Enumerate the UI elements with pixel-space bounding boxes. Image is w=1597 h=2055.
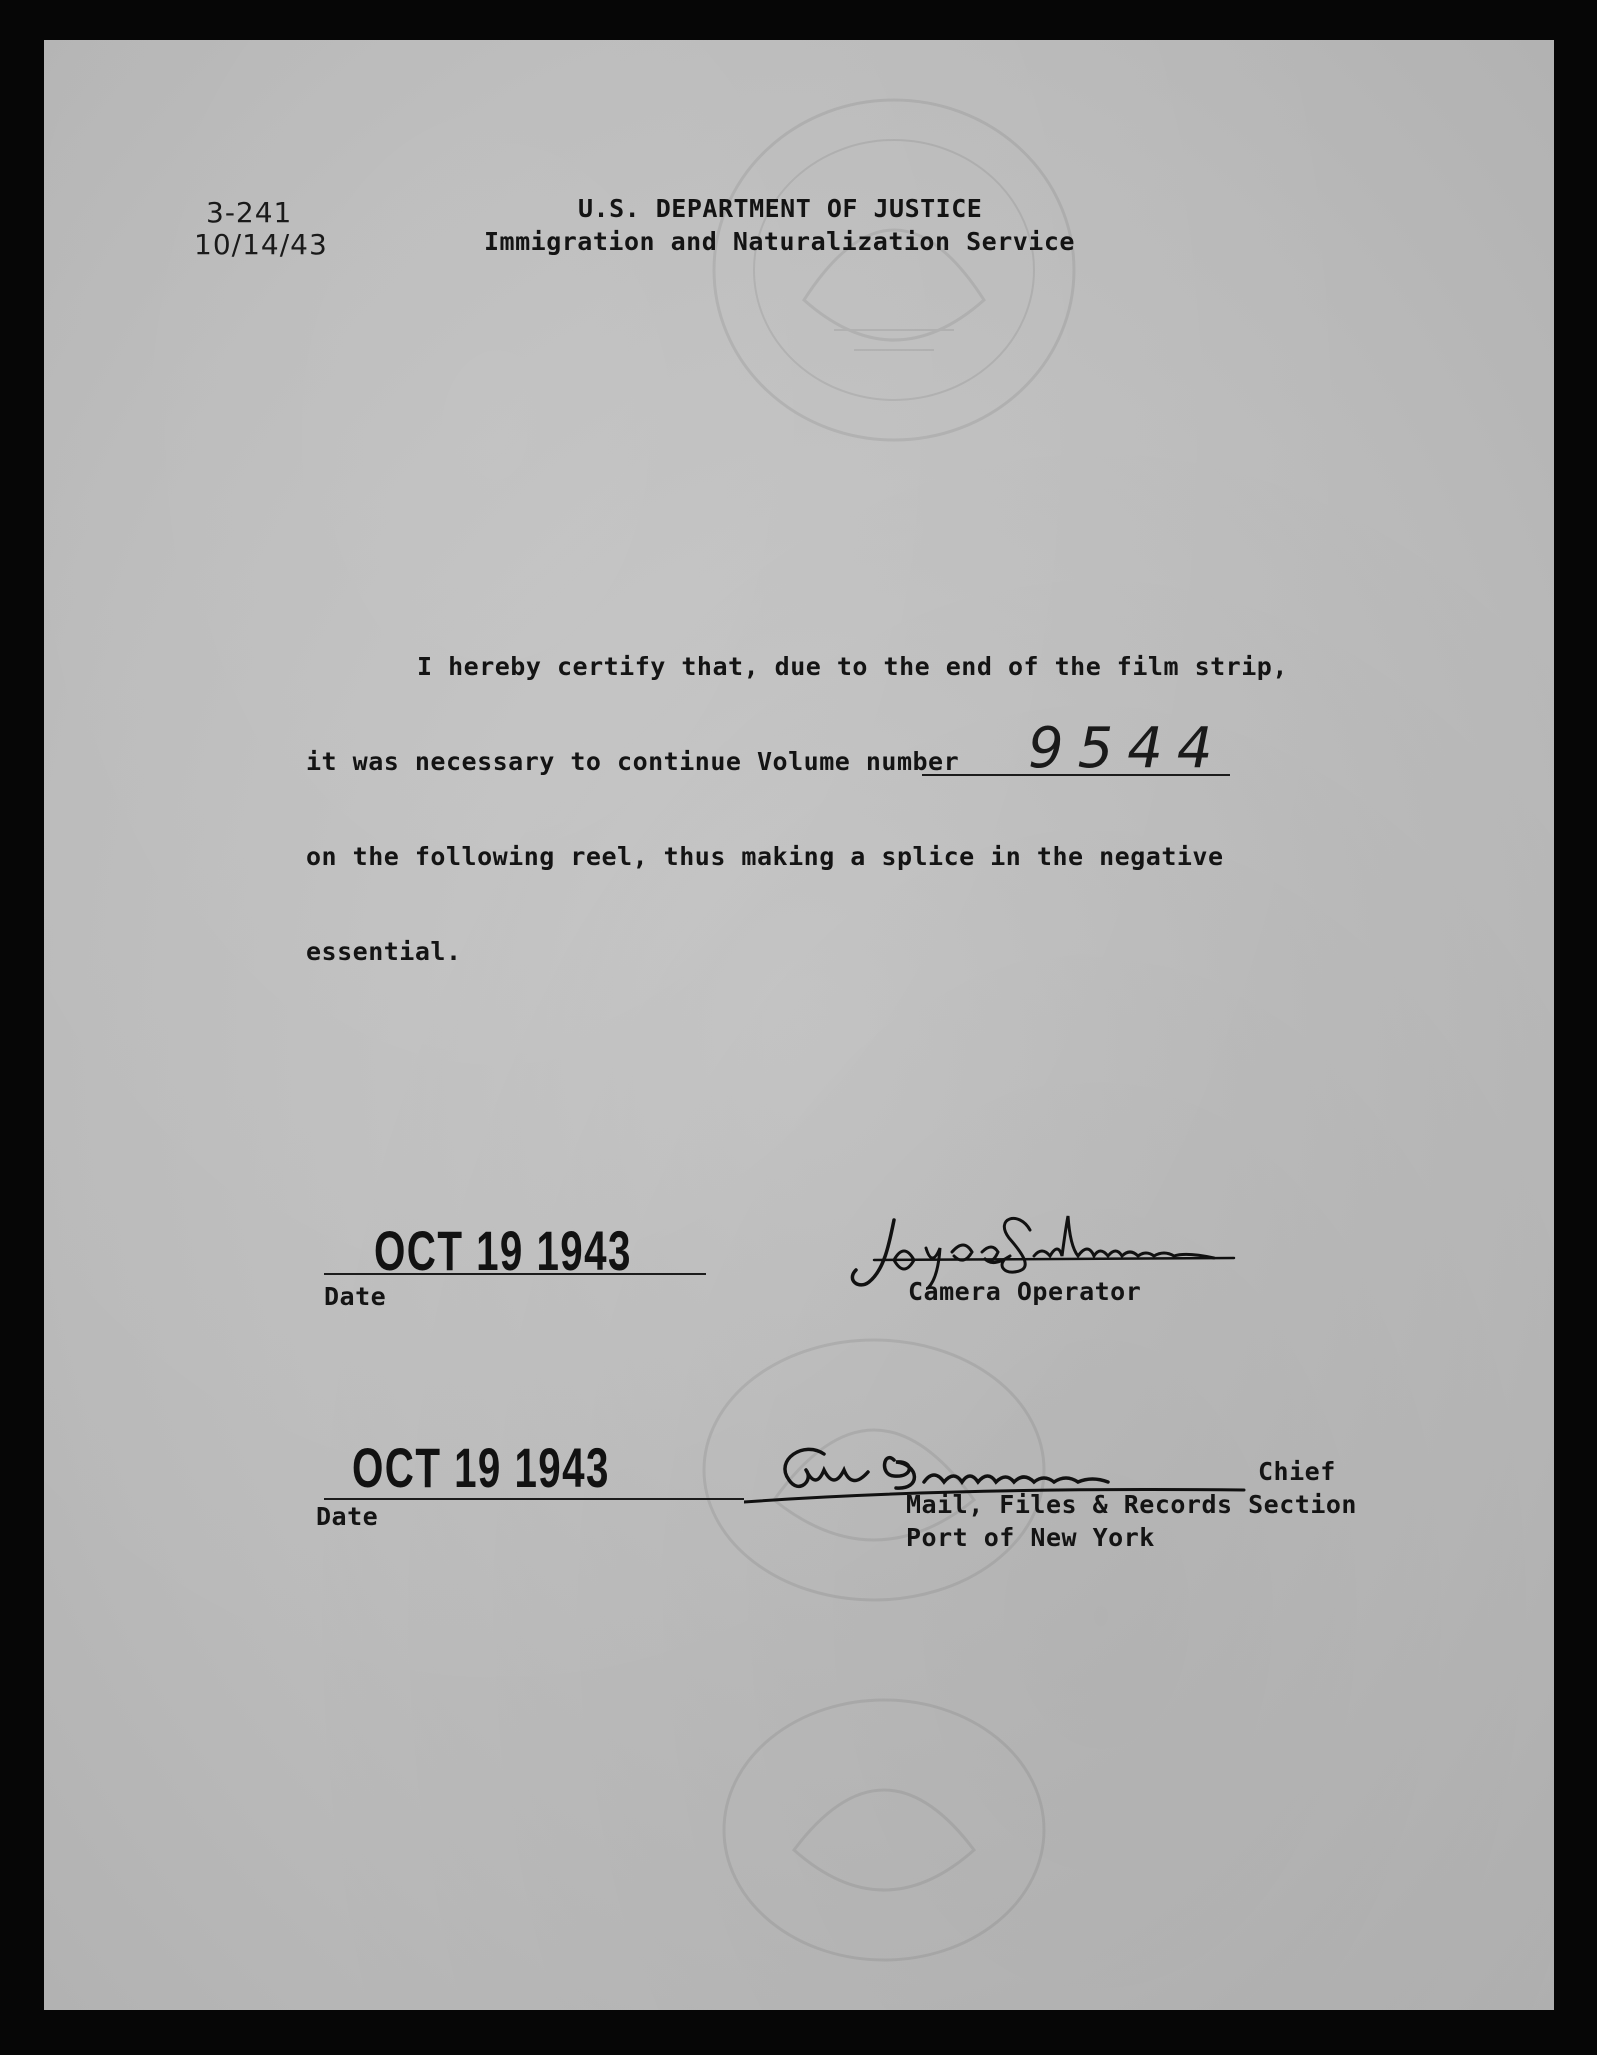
date-label-1: Date — [324, 1282, 387, 1311]
camera-operator-title: Camera Operator — [908, 1277, 1142, 1306]
date-line-2 — [324, 1498, 744, 1500]
date-stamp-2: OCT 19 1943 — [352, 1436, 610, 1499]
chief-title: Chief — [1258, 1457, 1336, 1486]
port-title: Port of New York — [906, 1523, 1155, 1552]
section-title: Mail, Files & Records Section — [906, 1490, 1357, 1519]
date-stamp-1: OCT 19 1943 — [374, 1219, 632, 1282]
seal-watermark-top — [684, 80, 1104, 460]
date-line-1 — [324, 1273, 706, 1275]
document-page — [44, 40, 1554, 2010]
seal-watermark-bottom — [684, 1680, 1084, 1980]
form-number: 3-241 — [206, 196, 293, 229]
body-line-3: on the following reel, thus making a splice in the negative — [306, 842, 1224, 871]
department-heading: U.S. DEPARTMENT OF JUSTICE — [578, 194, 983, 223]
body-line-4: essential. — [306, 937, 462, 966]
body-line-1: I hereby certify that, due to the end of the film strip, — [417, 652, 1288, 681]
service-heading: Immigration and Naturalization Service — [484, 227, 1075, 256]
form-date: 10/14/43 — [194, 228, 328, 261]
date-label-2: Date — [316, 1502, 379, 1531]
body-line-2: it was necessary to continue Volume number — [306, 747, 960, 776]
volume-number: 9544 — [1028, 716, 1227, 781]
